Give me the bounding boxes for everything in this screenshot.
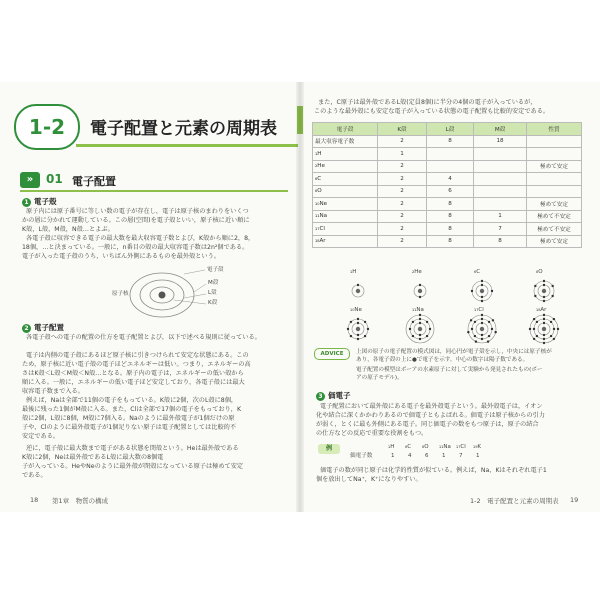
electron-dot bbox=[364, 321, 366, 323]
table-header-cell: 電子殻 bbox=[313, 123, 378, 136]
table-cell bbox=[527, 185, 582, 198]
table-cell: 6 bbox=[426, 185, 473, 198]
example-element: ₈O bbox=[422, 444, 429, 450]
table-cell: 2 bbox=[378, 223, 427, 236]
electron-dot bbox=[487, 340, 489, 342]
electron-dot bbox=[543, 284, 545, 286]
table-header-cell: 性質 bbox=[527, 123, 582, 136]
paragraph-line: 化や結合に深くかかわりあるので価電子ともよばれる。価電子は原子核からの引力 bbox=[316, 412, 545, 419]
electron-dot bbox=[543, 296, 545, 298]
paragraph-line: 子が入っている。HeやNeのように最外殻が閉殻になっている原子は極めて安定 bbox=[22, 463, 244, 470]
electron-dot bbox=[533, 318, 535, 320]
note-line: 電子配置の模型はボーアの水素原子に対して実験から発見されたもの(ボー bbox=[356, 367, 543, 373]
example-element: ₁₁Na bbox=[439, 444, 451, 450]
atom-label: ₁₀Ne bbox=[350, 307, 362, 313]
paragraph-line: の仕方などの反応で重要な役割をもつ。 bbox=[316, 430, 428, 437]
table-cell: 8 bbox=[426, 198, 473, 211]
table-cell: 2 bbox=[378, 198, 427, 211]
atom-shell-icon bbox=[400, 312, 440, 346]
electron-dot bbox=[347, 328, 349, 330]
paragraph-line: である。 bbox=[22, 472, 47, 479]
electron-dot bbox=[557, 328, 559, 330]
electron-dot bbox=[481, 314, 483, 316]
electron-dot bbox=[494, 331, 496, 333]
book-gutter bbox=[296, 82, 304, 512]
paragraph-line: 各電子殻への電子の配置の仕方を電子配置とよび，以下で述べる規則に従っている。 bbox=[26, 334, 261, 341]
note-line: アの原子モデル)。 bbox=[356, 375, 403, 381]
atom-label: ₁H bbox=[350, 269, 357, 275]
table-cell: 8 bbox=[474, 235, 527, 248]
section-arrow-icon: » bbox=[20, 172, 40, 188]
electron-dot bbox=[543, 280, 545, 282]
paragraph-line: 電子配置において最外殻にある電子を最外殻電子という。最外殻電子は，イオン bbox=[320, 403, 543, 410]
electron-dot bbox=[409, 328, 411, 330]
atom-shell-icon bbox=[338, 312, 378, 346]
electron-dot bbox=[481, 296, 483, 298]
table-cell: ₈O bbox=[313, 185, 378, 198]
table-row bbox=[313, 235, 582, 248]
paragraph-line: ため，原子核に近い電子殻の電子ほどエネルギーは低い。つまり，エネルギーの高 bbox=[22, 361, 251, 368]
electron-dot bbox=[419, 318, 421, 320]
electron-dot bbox=[419, 314, 421, 316]
nucleus-dot bbox=[480, 289, 484, 293]
table-header-cell: L殻 bbox=[426, 123, 473, 136]
electron-dot bbox=[367, 328, 369, 330]
paragraph-line: 順に入る。一般に，エネルギーの低い電子ほど安定しており，各電子殻には最大 bbox=[22, 379, 245, 386]
paragraph-line: このような最外殻にも安定な電子が入っている状態の電子配置も比較的安定である。 bbox=[314, 108, 550, 115]
electron-dot bbox=[357, 322, 359, 324]
electron-dot bbox=[481, 318, 483, 320]
electron-dot bbox=[481, 300, 483, 302]
electron-dot bbox=[543, 334, 545, 336]
table-row bbox=[313, 148, 582, 161]
electron-dot bbox=[529, 328, 531, 330]
subheading-title: 電子配置 bbox=[34, 323, 64, 332]
electron-dot bbox=[553, 318, 555, 320]
paragraph-line: 安定である。 bbox=[22, 433, 60, 440]
electron-dot bbox=[475, 340, 477, 342]
table-cell: 18 bbox=[474, 135, 527, 148]
atom-shell-icon bbox=[338, 274, 378, 308]
electron-dot bbox=[543, 322, 545, 324]
electron-dot bbox=[543, 342, 545, 344]
table-cell bbox=[426, 160, 473, 173]
electron-dot bbox=[488, 321, 490, 323]
electron-dot bbox=[553, 328, 555, 330]
electron-dot bbox=[550, 321, 552, 323]
table-cell: 極めて不安定 bbox=[527, 223, 582, 236]
electron-dot bbox=[534, 295, 536, 297]
diagram-label-m-shell: M殻 bbox=[208, 280, 219, 286]
chapter-badge: 1-2 bbox=[14, 104, 80, 150]
table-cell: 4 bbox=[426, 173, 473, 186]
electron-dot bbox=[474, 335, 476, 337]
atom-shell-icon bbox=[400, 274, 440, 308]
chapter-underline bbox=[76, 144, 298, 147]
table-header-cell: M殻 bbox=[474, 123, 527, 136]
paragraph-line: さはK殻＜L殻＜M殻＜N殻…となる。原子内の電子は，エネルギーの低い殻から bbox=[22, 370, 244, 377]
electron-dot bbox=[550, 335, 552, 337]
table-cell: ₁₁Na bbox=[313, 210, 378, 223]
electron-dot bbox=[412, 321, 414, 323]
nucleus-dot bbox=[418, 289, 422, 293]
electron-dot bbox=[533, 338, 535, 340]
paragraph-line: 逆に，電子殻に最大数まで電子がある状態を閉殻という。Heは最外殻である bbox=[26, 445, 239, 452]
table-cell bbox=[474, 173, 527, 186]
table-cell: 極めて安定 bbox=[527, 198, 582, 211]
atom-shell-icon bbox=[524, 312, 564, 346]
table-cell: 8 bbox=[426, 223, 473, 236]
table-cell: ₁₇Cl bbox=[313, 223, 378, 236]
electron-dot bbox=[429, 328, 431, 330]
electron-dot bbox=[481, 334, 483, 336]
paragraph-line: 子や，Clのように最外殻電子が1個足りない原子は電子配置としては比較的不 bbox=[22, 424, 237, 431]
paragraph-line: 収容電子数まで入る。 bbox=[22, 388, 84, 395]
electron-dot bbox=[543, 338, 545, 340]
electron-dot bbox=[350, 335, 352, 337]
table-cell: ₁H bbox=[313, 148, 378, 161]
electron-dot bbox=[551, 295, 553, 297]
paragraph-line: 18個，…と決まっている。一般に，n番目の殻の最大収容電子数は2n²個である。 bbox=[22, 244, 249, 251]
electron-dot bbox=[419, 338, 421, 340]
paragraph-line: 殻に2個，L殻に8個，M殻に7個入る。Naのように最外殻電子が1個だけの原 bbox=[22, 415, 235, 422]
electron-dot bbox=[467, 331, 469, 333]
electron-dot bbox=[419, 322, 421, 324]
paragraph-line: 各電子殻に収容できる電子の最大数を最大収容電子数とよび，K殻から順に2，8， bbox=[26, 235, 255, 242]
example-value: 1 bbox=[391, 453, 395, 459]
subheading-title: 電子殻 bbox=[34, 197, 57, 206]
example-value: 1 bbox=[442, 453, 446, 459]
electron-dot bbox=[481, 338, 483, 340]
table-cell: 極めて不安定 bbox=[527, 210, 582, 223]
electron-dot bbox=[481, 280, 483, 282]
paragraph-line: 価電子の数が同じ原子は化学的性質が似ている。例えば，Na，Kはそれぞれ電子1 bbox=[320, 467, 547, 474]
electron-dot bbox=[357, 284, 359, 286]
nucleus-dot bbox=[480, 327, 484, 331]
electron-dot bbox=[426, 321, 428, 323]
electron-dot bbox=[533, 328, 535, 330]
nucleus-dot bbox=[356, 327, 360, 331]
table-cell: 2 bbox=[378, 210, 427, 223]
table-row bbox=[313, 223, 582, 236]
paragraph-line: 個を放出してNa⁺，K⁺になりやすい。 bbox=[316, 476, 422, 483]
footer-page-number: 19 bbox=[570, 496, 579, 504]
diagram-label-l-shell: L殻 bbox=[208, 290, 217, 296]
example-value: 1 bbox=[476, 453, 480, 459]
subheading-valence bbox=[316, 390, 351, 401]
table-cell bbox=[527, 173, 582, 186]
section-heading bbox=[20, 172, 288, 192]
atom-label: ₂He bbox=[412, 269, 422, 275]
atom-shell-icon bbox=[462, 312, 502, 346]
paragraph-line: K殻に2個，Neは最外殻であるL殻に最大数の8個電 bbox=[22, 454, 164, 461]
electron-dot bbox=[426, 335, 428, 337]
example-value: 6 bbox=[425, 453, 429, 459]
chapter-title: 電子配置と元素の周期表 bbox=[90, 119, 277, 139]
electron-dot bbox=[481, 322, 483, 324]
table-cell: 極めて安定 bbox=[527, 235, 582, 248]
electron-shell-diagram bbox=[110, 262, 280, 320]
electron-dot bbox=[419, 334, 421, 336]
table-row bbox=[313, 135, 582, 148]
section-title: 電子配置 bbox=[72, 175, 116, 188]
footer-page-number: 18 bbox=[30, 496, 39, 504]
table-cell bbox=[527, 135, 582, 148]
table-cell: 8 bbox=[426, 235, 473, 248]
atom-shell-icon bbox=[524, 274, 564, 308]
electron-dot bbox=[536, 335, 538, 337]
diagram-label-shell: 電子殻 bbox=[207, 267, 224, 273]
table-cell: ₁₈Ar bbox=[313, 235, 378, 248]
paragraph-line: かの層に分かれて運動している。この層(空間)を電子殻といい，原子核に近い順に bbox=[22, 217, 250, 224]
electron-dot bbox=[488, 335, 490, 337]
table-cell: 2 bbox=[378, 160, 427, 173]
table-cell: 1 bbox=[378, 148, 427, 161]
advice-tag: ADVICE bbox=[314, 348, 350, 360]
electron-dot bbox=[553, 338, 555, 340]
atom-label: ₆C bbox=[474, 269, 481, 275]
subheading-number-icon: 2 bbox=[22, 324, 31, 333]
electron-dot bbox=[551, 285, 553, 287]
atom-label: ₁₇Cl bbox=[474, 307, 484, 313]
nucleus-dot bbox=[542, 327, 546, 331]
table-cell: 2 bbox=[378, 235, 427, 248]
table-cell: 2 bbox=[378, 173, 427, 186]
section-number: 01 bbox=[46, 172, 63, 186]
table-row bbox=[313, 210, 582, 223]
table-cell: 2 bbox=[378, 185, 427, 198]
electron-dot bbox=[536, 321, 538, 323]
paragraph-line: 例えば，Naは全部で11個の電子をもっている。K殻に2個，次のL殻に8個， bbox=[26, 397, 238, 404]
paragraph-line: 最後に残った1個がM殻に入る。また，Clは全部で17個の電子をもっており，K bbox=[22, 406, 242, 413]
table-cell: 2 bbox=[378, 135, 427, 148]
atom-label: ₈O bbox=[536, 269, 543, 275]
electron-dot bbox=[492, 319, 494, 321]
paragraph-line: が弱く，とくに最も外側にある電子。同じ価電子の数をもつ原子は，原子の結合 bbox=[316, 421, 539, 428]
table-row bbox=[313, 198, 582, 211]
example-element: ₁H bbox=[388, 444, 395, 450]
electron-dot bbox=[543, 318, 545, 320]
electron-dot bbox=[419, 296, 421, 298]
table-cell: ₆C bbox=[313, 173, 378, 186]
electron-dot bbox=[543, 300, 545, 302]
atom-label: ₁₈Ar bbox=[536, 307, 547, 313]
electron-dot bbox=[471, 328, 473, 330]
example-value: 4 bbox=[408, 453, 412, 459]
table-cell: 1 bbox=[474, 210, 527, 223]
table-cell bbox=[474, 198, 527, 211]
table-cell bbox=[474, 160, 527, 173]
nucleus-dot bbox=[356, 289, 360, 293]
example-value: 7 bbox=[459, 453, 463, 459]
table-cell bbox=[474, 185, 527, 198]
paragraph-line: また，C原子は最外殻であるL殻(定員8個)に半分の4個の電子が入っているが， bbox=[318, 99, 537, 106]
electron-dot bbox=[350, 321, 352, 323]
footer-section: 1-2 電子配置と元素の周期表 bbox=[470, 497, 559, 505]
table-cell: 8 bbox=[426, 135, 473, 148]
subheading-number-icon: 1 bbox=[22, 198, 31, 207]
electron-dot bbox=[471, 290, 473, 292]
example-element: ₁₉K bbox=[473, 444, 482, 450]
chapter-header bbox=[14, 104, 298, 148]
paragraph-line: 電子が入った電子殻のうち，いちばん外側にあるものを最外殻という。 bbox=[22, 253, 220, 260]
electron-dot bbox=[470, 319, 472, 321]
atom-label: ₁₁Na bbox=[412, 307, 424, 313]
table-cell: 8 bbox=[426, 210, 473, 223]
note-line: あり，各電子殻の上に●で電子を示す。中心の数字は陽子数である。 bbox=[356, 357, 529, 363]
electron-dot bbox=[357, 338, 359, 340]
atom-shell-icon bbox=[462, 274, 502, 308]
paragraph-line: K殻，L殻，M殻，N殻…とよぶ。 bbox=[22, 226, 114, 233]
table-cell bbox=[426, 148, 473, 161]
table-cell: ₁₀Ne bbox=[313, 198, 378, 211]
electron-dot bbox=[357, 334, 359, 336]
example-tag: 例 bbox=[318, 444, 340, 454]
subheading-number-icon: 3 bbox=[316, 392, 325, 401]
table-row bbox=[313, 185, 582, 198]
nucleus-dot bbox=[418, 327, 422, 331]
note-line: 上図の原子の電子配置の模式図は，同心円が電子殻を示し，中央には原子核が bbox=[356, 349, 552, 355]
electron-dot bbox=[491, 290, 493, 292]
table-row bbox=[313, 160, 582, 173]
electron-dot bbox=[491, 328, 493, 330]
electron-dot bbox=[357, 318, 359, 320]
table-cell: 7 bbox=[474, 223, 527, 236]
example-element: ₆C bbox=[405, 444, 412, 450]
table-header-row bbox=[313, 123, 582, 136]
table-cell: 極めて安定 bbox=[527, 160, 582, 173]
paragraph-line: 原子内には原子番号に等しい数の電子が存在し，電子は原子核のまわりをいくつ bbox=[26, 208, 249, 215]
table-row bbox=[313, 173, 582, 186]
electron-dot bbox=[543, 314, 545, 316]
electron-config-table bbox=[312, 122, 582, 248]
table-cell: 最大収容電子数 bbox=[313, 135, 378, 148]
table-cell: ₂He bbox=[313, 160, 378, 173]
table-cell bbox=[474, 148, 527, 161]
subheading-electron-config bbox=[22, 322, 64, 333]
diagram-label-k-shell: K殻 bbox=[208, 300, 218, 306]
table-header-cell: K殻 bbox=[378, 123, 427, 136]
subheading-title: 価電子 bbox=[328, 391, 351, 400]
electron-dot bbox=[419, 284, 421, 286]
example-label: 価電子数 bbox=[350, 453, 373, 459]
nucleus-dot bbox=[542, 289, 546, 293]
electron-dot bbox=[412, 335, 414, 337]
table-cell bbox=[527, 148, 582, 161]
electron-dot bbox=[364, 335, 366, 337]
paragraph-line: 電子は内側の電子殻にあるほど原子核に引きつけられて安定な状態にある。この bbox=[26, 352, 249, 359]
subheading-electron-shell bbox=[22, 196, 57, 207]
electron-dot bbox=[481, 284, 483, 286]
diagram-label-nucleus: 原子核 bbox=[112, 291, 129, 297]
electron-dot bbox=[534, 285, 536, 287]
electron-dot bbox=[474, 321, 476, 323]
footer-chapter: 第1章 物質の構成 bbox=[52, 497, 109, 505]
example-element: ₁₇Cl bbox=[456, 444, 466, 450]
